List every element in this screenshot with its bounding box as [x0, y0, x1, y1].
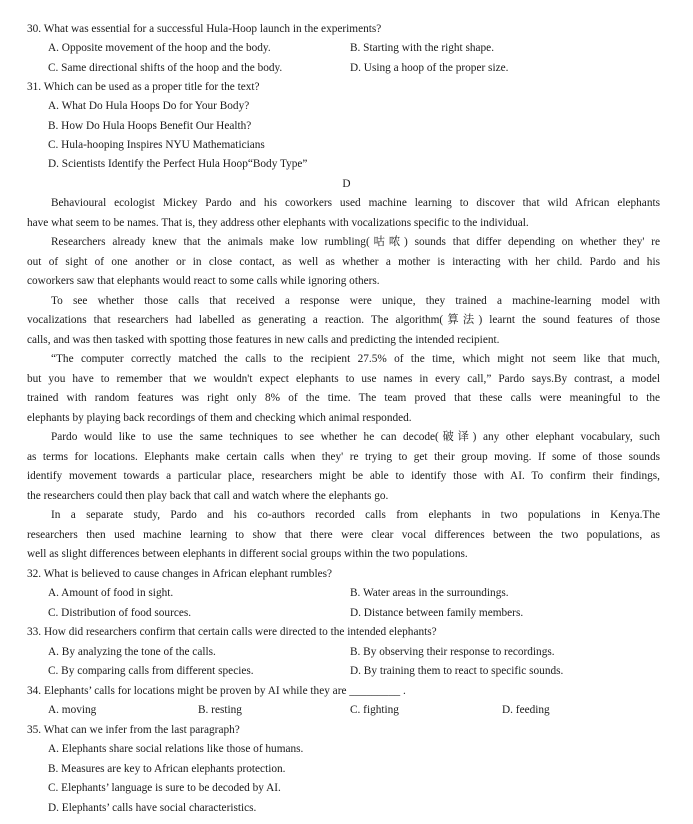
question-33-stem: 33. How did researchers confirm that certain calls were directed to the intended elephants?	[27, 626, 437, 638]
question-34-option-d[interactable]: D. feeding	[502, 704, 550, 716]
question-31-option-a[interactable]: A. What Do Hula Hoops Do for Your Body?	[48, 100, 250, 112]
question-31-stem: 31. Which can be used as a proper title for the text?	[27, 81, 260, 93]
question-30-option-a[interactable]: A. Opposite movement of the hoop and the body.	[48, 42, 271, 54]
question-35-option-b[interactable]: B. Measures are key to African elephants protection.	[48, 763, 286, 775]
passage-p5-line: as terms for locations. Elephants make certain calls when they' re trying to get their group moving. If some of those sounds	[27, 451, 660, 463]
question-30-option-b[interactable]: B. Starting with the right shape.	[350, 42, 495, 54]
passage-p6-line: well as slight differences between elephants in different social groups within the two populations.	[27, 548, 468, 560]
question-31-option-d[interactable]: D. Scientists Identify the Perfect Hula Hoop“Body Type”	[48, 158, 308, 170]
passage-p3-line: vocalizations that researchers had labelled as generating a reaction. The algorithm(算法) learnt the sound features of those	[27, 314, 660, 326]
passage-p4-line: “The computer correctly matched the calls to the recipient 27.5% of the time, which might not seem like that much,	[51, 353, 660, 365]
passage-p3-line: To see whether those calls that received a response were unique, they trained a machine-learning model with	[51, 295, 660, 307]
question-30-stem: 30. What was essential for a successful Hula-Hoop launch in the experiments?	[27, 23, 382, 35]
passage-p5-line: Pardo would like to use the same techniques to see whether he can decode(破译) any other elephant vocabulary, such	[51, 431, 660, 443]
passage-p4-line: but you have to remember that we wouldn't expect elephants to use names in every call,” Pardo says.By contrast, a model	[27, 373, 660, 385]
question-35-option-a[interactable]: A. Elephants share social relations like those of humans.	[48, 743, 304, 755]
passage-p3-line: calls, and was then tasked with spotting those features in new calls and predicting the intended recipient.	[27, 334, 500, 346]
question-32-option-d[interactable]: D. Distance between family members.	[350, 607, 524, 619]
question-32-option-c[interactable]: C. Distribution of food sources.	[48, 607, 192, 619]
passage-p4-line: trained with random features was right only 8% of the time. The team proved that these calls were meaningful to the	[27, 392, 660, 404]
passage-p5-line: identify movement towards a particular place, researchers might be able to identify those with AI. To confirm their findings,	[27, 470, 660, 482]
question-34-option-c[interactable]: C. fighting	[350, 704, 399, 716]
question-35-option-c[interactable]: C. Elephants’ language is sure to be decoded by AI.	[48, 782, 281, 794]
question-32-stem: 32. What is believed to cause changes in African elephant rumbles?	[27, 568, 333, 580]
question-35-stem: 35. What can we infer from the last paragraph?	[27, 724, 240, 736]
question-32-option-a[interactable]: A. Amount of food in sight.	[48, 587, 174, 599]
question-34-stem: 34. Elephants’ calls for locations might be proven by AI while they are _________ .	[27, 685, 406, 697]
question-35-option-d[interactable]: D. Elephants’ calls have social characteristics.	[48, 802, 257, 814]
passage-p6-line: In a separate study, Pardo and his co-authors recorded calls from elephants in two populations in Kenya.The	[51, 509, 660, 521]
passage-p5-line: the researchers could then play back that call and watch where the elephants go.	[27, 490, 389, 502]
passage-p1-line: have what seem to be names. That is, they address other elephants with vocalizations specific to the individual.	[27, 217, 529, 229]
passage-p2-line: Researchers already knew that the animals make low rumbling(咕哝) sounds that differ depending on whether they' re	[51, 236, 660, 248]
passage-p2-line: coworkers saw that elephants would react to some calls while ignoring others.	[27, 275, 380, 287]
question-30-option-d[interactable]: D. Using a hoop of the proper size.	[350, 62, 509, 74]
passage-label: D	[342, 178, 351, 190]
question-30-option-c[interactable]: C. Same directional shifts of the hoop and the body.	[48, 62, 283, 74]
passage-p1-line: Behavioural ecologist Mickey Pardo and his coworkers used machine learning to discover that wild African elephants	[51, 197, 660, 209]
question-33-option-c[interactable]: C. By comparing calls from different species.	[48, 665, 254, 677]
question-32-option-b[interactable]: B. Water areas in the surroundings.	[350, 587, 509, 599]
question-33-option-d[interactable]: D. By training them to react to specific sounds.	[350, 665, 564, 677]
question-33-option-b[interactable]: B. By observing their response to recordings.	[350, 646, 555, 658]
question-33-option-a[interactable]: A. By analyzing the tone of the calls.	[48, 646, 216, 658]
question-31-option-c[interactable]: C. Hula-hooping Inspires NYU Mathematicians	[48, 139, 265, 151]
passage-p4-line: elephants by playing back recordings of them and checking which animal responded.	[27, 412, 412, 424]
passage-p2-line: out of sight of one another or in close contact, as well as whether a mother is interacting with her child. Pardo and his	[27, 256, 660, 268]
passage-p6-line: researchers then used machine learning to show that there were clear vocal differences between the two populations, as	[27, 529, 660, 541]
question-34-option-a[interactable]: A. moving	[48, 704, 97, 716]
question-31-option-b[interactable]: B. How Do Hula Hoops Benefit Our Health?	[48, 120, 252, 132]
question-34-option-b[interactable]: B. resting	[198, 704, 242, 716]
